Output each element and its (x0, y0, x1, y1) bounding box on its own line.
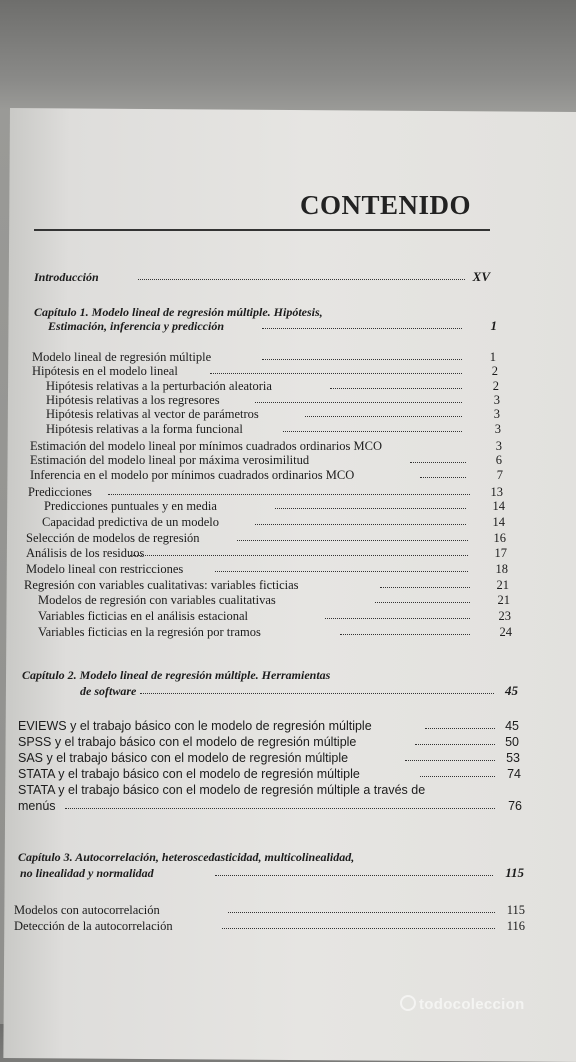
toc-entry-title: SAS y el trabajo básico con el modelo de regresión múltiple (18, 751, 349, 765)
toc-entry (0, 379, 576, 393)
dot-leader (215, 571, 468, 572)
toc-entry (0, 625, 576, 639)
page-title: CONTENIDO (300, 190, 472, 220)
toc-entry-page-number: 45 (505, 719, 519, 733)
toc-entry (0, 578, 576, 592)
toc-entry-title: Análisis de los residuos (26, 546, 145, 560)
toc-entry-title: Capacidad predictiva de un modelo (42, 515, 220, 529)
toc-entry (0, 668, 576, 682)
toc-entry-title: Variables ficticias en el análisis estacional (38, 609, 248, 623)
dot-leader (108, 494, 470, 495)
toc-entry-title: Hipótesis relativas a los regresores (46, 393, 220, 407)
toc-entry-title: STATA y el trabajo básico con el modelo de regresión múltiple a través de (18, 783, 426, 797)
toc-entry-page-number: 2 (491, 364, 498, 378)
dot-leader (138, 279, 465, 280)
dot-leader (330, 388, 462, 389)
dot-leader (237, 540, 468, 541)
toc-entry-page-number: 21 (497, 593, 510, 607)
toc-entry-title: Hipótesis en el modelo lineal (32, 364, 178, 378)
toc-entry-page-number: 115 (506, 903, 525, 917)
dot-leader (228, 912, 495, 913)
toc-entry (0, 850, 576, 864)
toc-entry (0, 593, 576, 607)
toc-entry-page-number: 3 (493, 407, 500, 421)
toc-entry-page-number: 50 (505, 735, 519, 749)
toc-entry (0, 407, 576, 421)
toc-entry (0, 783, 576, 797)
toc-entry (0, 919, 576, 933)
toc-entry (0, 684, 576, 698)
toc-entry (0, 468, 576, 482)
toc-entry-page-number: 21 (496, 578, 509, 592)
dot-leader (375, 602, 470, 603)
toc-entry-title: Capítulo 3. Autocorrelación, heteroscedasticidad, multicolinealidad, (18, 850, 355, 864)
toc-entry (0, 903, 576, 917)
toc-entry-page-number: 1 (490, 318, 497, 333)
toc-entry-title: Introducción (34, 270, 99, 284)
dot-leader (340, 634, 470, 635)
dot-leader (410, 462, 466, 463)
dot-leader (283, 431, 462, 432)
dot-leader (140, 693, 494, 694)
toc-entry-title: Inferencia en el modelo por mínimos cuadrados ordinarios MCO (30, 468, 355, 482)
toc-entry (0, 751, 576, 765)
toc-entry-page-number: 53 (506, 751, 520, 765)
toc-entry (0, 485, 576, 499)
dot-leader (210, 373, 462, 374)
toc-entry-title: menús (18, 799, 56, 813)
dot-leader (420, 477, 466, 478)
toc-entry (0, 270, 576, 284)
dot-leader (415, 744, 495, 745)
dot-leader (262, 359, 462, 360)
toc-entry (0, 609, 576, 623)
toc-entry-title: Modelo lineal de regresión múltiple (32, 350, 212, 364)
toc-entry-title: Modelos con autocorrelación (14, 903, 160, 917)
toc-entry-title: de software (80, 684, 137, 698)
watermark-text: todocoleccion (419, 996, 525, 1013)
toc-entry-page-number: 3 (494, 422, 501, 436)
dot-leader (275, 508, 466, 509)
toc-entry-page-number: 1 (489, 350, 496, 364)
watermark-logo-icon (400, 995, 416, 1011)
toc-entry (0, 735, 576, 749)
toc-entry-page-number: 16 (493, 531, 506, 545)
toc-entry (0, 422, 576, 436)
dot-leader (380, 587, 470, 588)
dot-leader (255, 402, 462, 403)
toc-entry-title: Hipótesis relativas a la forma funcional (46, 422, 243, 436)
toc-entry-page-number: 24 (499, 625, 512, 639)
toc-entry-title: Hipótesis relativas a la perturbación aleatoria (46, 379, 272, 393)
toc-entry (0, 866, 576, 880)
toc-entry-title: STATA y el trabajo básico con el modelo de regresión múltiple (18, 767, 360, 781)
toc-entry (0, 719, 576, 733)
toc-entry-page-number: 18 (495, 562, 508, 576)
dot-leader (405, 760, 495, 761)
dot-leader (222, 928, 495, 929)
toc-entry (0, 439, 576, 453)
toc-entry-page-number: 115 (505, 865, 524, 880)
dot-leader (305, 416, 462, 417)
toc-entry-page-number: 17 (494, 546, 507, 560)
toc-entry (0, 546, 576, 560)
toc-entry-title: Selección de modelos de regresión (26, 531, 200, 545)
toc-entry-title: Modelos de regresión con variables cualitativas (38, 593, 276, 607)
toc-entry-page-number: 74 (507, 767, 521, 781)
toc-entry-title: Estimación del modelo lineal por máxima verosimilitud (30, 453, 310, 467)
toc-entry-title: Regresión con variables cualitativas: variables ficticias (24, 578, 299, 592)
toc-entry (0, 305, 576, 319)
dot-leader (325, 618, 470, 619)
toc-entry-page-number: 45 (505, 683, 518, 698)
toc-entry-page-number: 3 (493, 393, 500, 407)
toc-entry-page-number: 14 (492, 499, 505, 513)
toc-entry-page-number: 7 (496, 468, 503, 482)
toc-entry-title: Estimación del modelo lineal por mínimos cuadrados ordinarios MCO (30, 439, 383, 453)
toc-entry (0, 350, 576, 364)
toc-entry (0, 799, 576, 813)
toc-entry (0, 319, 576, 333)
toc-entry-title: Detección de la autocorrelación (14, 919, 173, 933)
toc-entry (0, 364, 576, 378)
toc-entry (0, 499, 576, 513)
toc-entry (0, 531, 576, 545)
toc-entry (0, 453, 576, 467)
toc-entry (0, 515, 576, 529)
toc-entry-page-number: 23 (498, 609, 511, 623)
toc-entry-title: Variables ficticias en la regresión por tramos (38, 625, 261, 639)
toc-entry (0, 767, 576, 781)
toc-entry (0, 393, 576, 407)
toc-entry-title: Capítulo 1. Modelo lineal de regresión múltiple. Hipótesis, (34, 305, 323, 319)
toc-entry-page-number: 13 (490, 485, 503, 499)
toc-entry-title: Estimación, inferencia y predicción (48, 319, 224, 333)
toc-entry-page-number: 2 (492, 379, 499, 393)
title-underline (34, 229, 490, 231)
toc-entry-title: Hipótesis relativas al vector de parámetros (46, 407, 259, 421)
toc-entry-page-number: 14 (492, 515, 505, 529)
toc-entry-title: EVIEWS y el trabajo básico con le modelo de regresión múltiple (18, 719, 372, 733)
toc-entry-title: Predicciones puntuales y en media (44, 499, 217, 513)
toc-entry-title: Modelo lineal con restricciones (26, 562, 184, 576)
toc-entry-title: Capítulo 2. Modelo lineal de regresión múltiple. Herramientas (22, 668, 331, 682)
dot-leader (262, 328, 462, 329)
dot-leader (65, 808, 495, 809)
toc-entry-page-number: 6 (495, 453, 502, 467)
dot-leader (215, 875, 493, 876)
dot-leader (130, 555, 468, 556)
dot-leader (255, 524, 466, 525)
watermark (400, 995, 525, 1013)
toc-entry-page-number: XV (472, 269, 490, 284)
toc-entry-page-number: 76 (508, 799, 522, 813)
toc-entry-title: no linealidad y normalidad (20, 866, 154, 880)
toc-entry (0, 562, 576, 576)
toc-entry-page-number: 3 (495, 439, 502, 453)
toc-entry-title: Predicciones (28, 485, 92, 499)
toc-entry-title: SPSS y el trabajo básico con el modelo de regresión múltiple (18, 735, 357, 749)
dot-leader (420, 776, 495, 777)
toc-entry-page-number: 116 (506, 919, 525, 933)
dot-leader (425, 728, 495, 729)
